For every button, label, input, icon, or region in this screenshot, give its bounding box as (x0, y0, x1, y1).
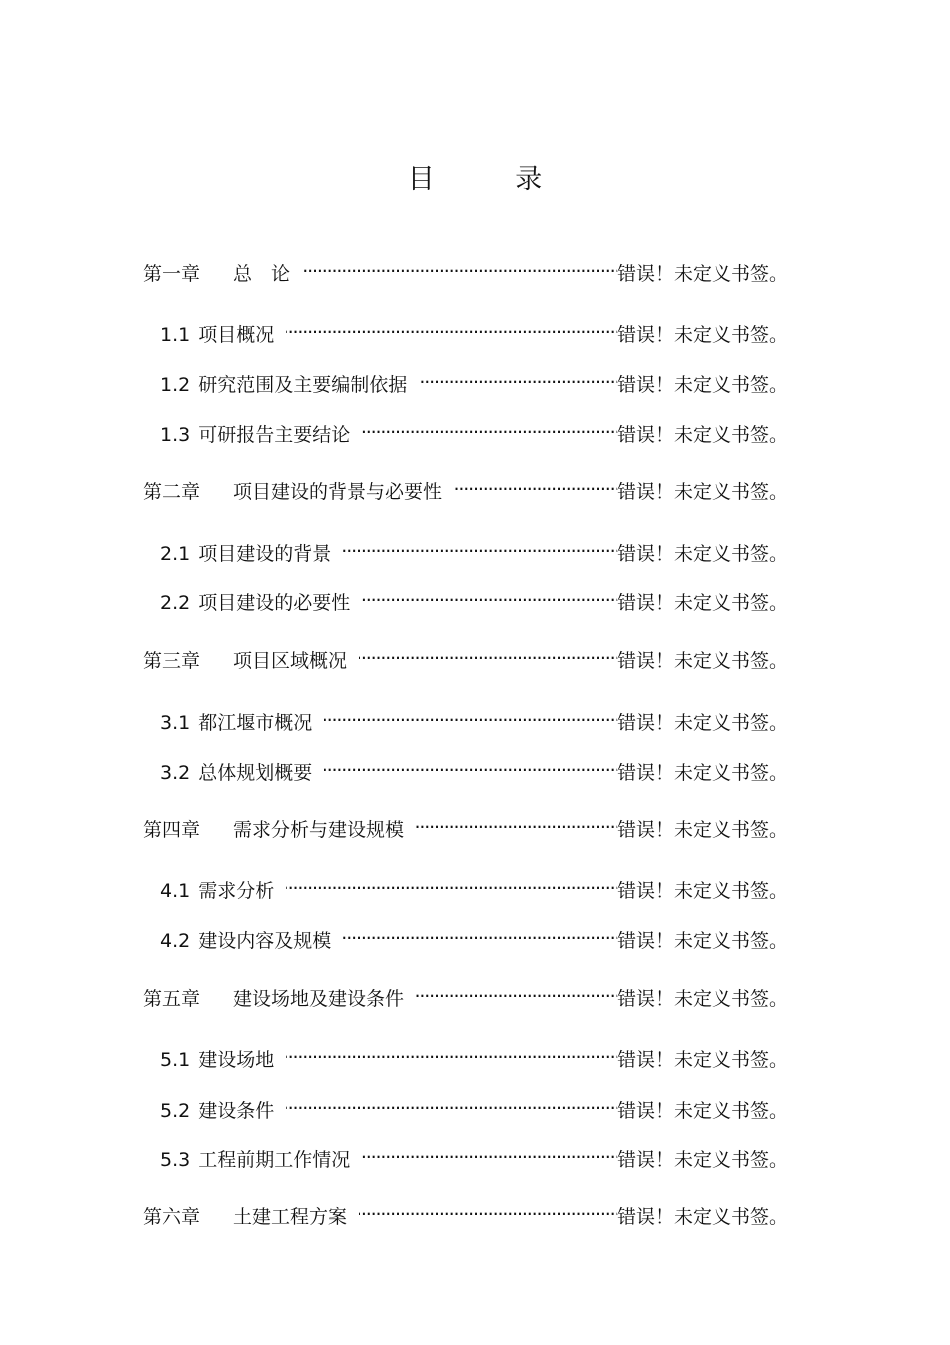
dot-leader (302, 252, 617, 280)
entry-number: 第三章 (143, 650, 201, 672)
toc-entry[interactable] (160, 1138, 788, 1171)
dot-leader (419, 363, 617, 391)
entry-number: 4.2 (160, 930, 191, 952)
entry-page-ref: 错误！未定义书签。 (616, 819, 788, 841)
toc-entry[interactable] (143, 252, 788, 285)
entry-number: 1.2 (160, 374, 191, 396)
entry-title: 工程前期工作情况 (198, 1149, 351, 1171)
dot-leader (454, 470, 617, 498)
entry-page-ref: 错误！未定义书签。 (616, 543, 788, 565)
toc-entry[interactable] (160, 532, 788, 565)
entry-title: 可研报告主要结论 (198, 424, 351, 446)
entry-title: 建设场地 (198, 1049, 275, 1071)
entry-number: 2.1 (160, 543, 191, 565)
entry-number: 1.1 (160, 324, 191, 346)
entry-title: 建设场地及建设条件 (233, 988, 405, 1010)
entry-number: 2.2 (160, 592, 191, 614)
dot-leader (343, 919, 617, 947)
toc-entry[interactable] (143, 808, 788, 841)
toc-entry[interactable] (143, 977, 788, 1010)
toc-entry[interactable] (143, 470, 788, 503)
entry-title: 项目区域概况 (233, 650, 348, 672)
entry-page-ref: 错误！未定义书签。 (616, 1049, 788, 1071)
entry-number: 第四章 (143, 819, 201, 841)
entry-title: 项目建设的背景 (198, 543, 332, 565)
entry-number: 第二章 (143, 481, 201, 503)
entry-page-ref: 错误！未定义书签。 (616, 481, 788, 503)
dot-leader (286, 1038, 617, 1066)
dot-leader (416, 808, 617, 836)
entry-page-ref: 错误！未定义书签。 (616, 1100, 788, 1122)
toc-entry[interactable] (160, 1038, 788, 1071)
entry-page-ref: 错误！未定义书签。 (616, 424, 788, 446)
toc-entry[interactable] (143, 1195, 788, 1228)
entry-page-ref: 错误！未定义书签。 (616, 762, 788, 784)
entry-number: 1.3 (160, 424, 191, 446)
dot-leader (286, 869, 617, 897)
entry-title: 项目建设的背景与必要性 (233, 481, 443, 503)
entry-page-ref: 错误！未定义书签。 (616, 988, 788, 1010)
toc-entry[interactable] (160, 751, 788, 784)
entry-number: 5.1 (160, 1049, 191, 1071)
dot-leader (359, 639, 617, 667)
toc-entry[interactable] (160, 1089, 788, 1122)
entry-page-ref: 错误！未定义书签。 (616, 324, 788, 346)
entry-title: 建设条件 (198, 1100, 275, 1122)
toc-entry[interactable] (160, 581, 788, 614)
toc-entry[interactable] (160, 919, 788, 952)
entry-number: 3.1 (160, 712, 191, 734)
entry-title: 需求分析与建设规模 (233, 819, 405, 841)
entry-number: 第六章 (143, 1206, 201, 1228)
toc-entry[interactable] (160, 363, 788, 396)
dot-leader (286, 1089, 617, 1117)
entry-page-ref: 错误！未定义书签。 (616, 880, 788, 902)
dot-leader (286, 313, 617, 341)
entry-page-ref: 错误！未定义书签。 (616, 263, 788, 285)
entry-page-ref: 错误！未定义书签。 (616, 592, 788, 614)
entry-title: 项目概况 (198, 324, 275, 346)
entry-number: 第一章 (143, 263, 201, 285)
entry-number: 5.3 (160, 1149, 191, 1171)
entry-page-ref: 错误！未定义书签。 (616, 1206, 788, 1228)
entry-title: 需求分析 (198, 880, 275, 902)
toc-entry[interactable] (143, 639, 788, 672)
dot-leader (324, 701, 617, 729)
toc-entry[interactable] (160, 413, 788, 446)
entry-page-ref: 错误！未定义书签。 (616, 1149, 788, 1171)
toc-entry[interactable] (160, 313, 788, 346)
dot-leader (324, 751, 617, 779)
entry-title: 研究范围及主要编制依据 (198, 374, 408, 396)
dot-leader (343, 532, 617, 560)
dot-leader (362, 581, 617, 609)
entry-page-ref: 错误！未定义书签。 (616, 712, 788, 734)
entry-title: 总 论 (233, 263, 291, 285)
entry-title: 项目建设的必要性 (198, 592, 351, 614)
entry-title: 总体规划概要 (198, 762, 313, 784)
dot-leader (362, 1138, 617, 1166)
toc-entry[interactable] (160, 869, 788, 902)
dot-leader (362, 413, 617, 441)
entry-title: 都江堰市概况 (198, 712, 313, 734)
entry-title: 土建工程方案 (233, 1206, 348, 1228)
entry-page-ref: 错误！未定义书签。 (616, 930, 788, 952)
toc-entry[interactable] (160, 701, 788, 734)
entry-page-ref: 错误！未定义书签。 (616, 374, 788, 396)
entry-title: 建设内容及规模 (198, 930, 332, 952)
entry-number: 5.2 (160, 1100, 191, 1122)
dot-leader (416, 977, 617, 1005)
entry-number: 第五章 (143, 988, 201, 1010)
entry-page-ref: 错误！未定义书签。 (616, 650, 788, 672)
toc-title: 目 录 (407, 164, 579, 195)
dot-leader (359, 1195, 617, 1223)
entry-number: 4.1 (160, 880, 191, 902)
entry-number: 3.2 (160, 762, 191, 784)
